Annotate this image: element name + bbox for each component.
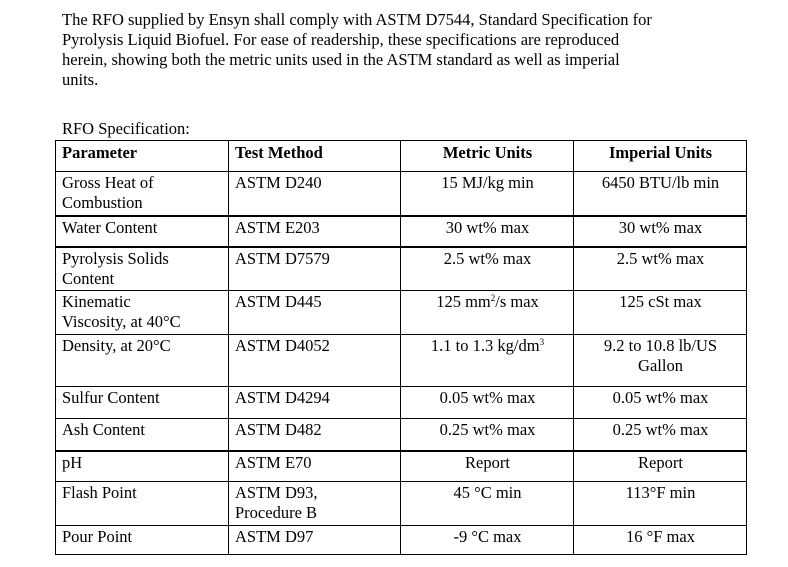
cell-parameter (56, 247, 229, 291)
superscript: 2 (490, 293, 496, 303)
cell-metric (401, 335, 574, 387)
table-row (56, 247, 747, 291)
header-parameter: Parameter (56, 141, 229, 172)
cell-line: Pyrolysis Solids (62, 248, 169, 268)
cell-method (229, 482, 401, 526)
cell-metric: 45 °C min (401, 482, 574, 526)
cell-imperial: 6450 BTU/lb min (574, 172, 747, 216)
cell-line: Content (62, 268, 115, 288)
cell-metric: Report (401, 451, 574, 482)
cell-imperial (574, 335, 747, 387)
table-row (56, 335, 747, 387)
cell-line: Gallon (638, 356, 683, 375)
cell-line: ASTM D93, (235, 483, 318, 502)
rfo-specification-table (55, 140, 747, 555)
cell-imperial: 16 °F max (574, 526, 747, 555)
table-row (56, 482, 747, 526)
header-imperial-units: Imperial Units (574, 141, 747, 172)
cell-line: Viscosity, at 40°C (62, 312, 181, 331)
cell-line: Gross Heat of (62, 173, 154, 192)
cell-method: ASTM D482 (229, 419, 401, 451)
cell-method: ASTM D4052 (229, 335, 401, 387)
cell-method: ASTM D97 (229, 526, 401, 555)
value-text: /s max (495, 292, 539, 311)
cell-imperial: 0.05 wt% max (574, 387, 747, 419)
cell-parameter: pH (56, 451, 229, 482)
cell-method: ASTM D7579 (229, 247, 401, 291)
cell-metric: -9 °C max (401, 526, 574, 555)
cell-parameter: Flash Point (56, 482, 229, 526)
cell-parameter: Sulfur Content (56, 387, 229, 419)
cell-imperial: 0.25 wt% max (574, 419, 747, 451)
header-test-method: Test Method (229, 141, 401, 172)
cell-metric (401, 291, 574, 335)
cell-method: ASTM E70 (229, 451, 401, 482)
table-row (56, 216, 747, 247)
superscript: 3 (539, 337, 545, 347)
table-row (56, 172, 747, 216)
cell-parameter: Water Content (56, 216, 229, 247)
cell-line: Combustion (62, 193, 143, 212)
cell-line: 9.2 to 10.8 lb/US (603, 336, 718, 355)
cell-metric: 0.05 wt% max (401, 387, 574, 419)
cell-imperial: 30 wt% max (574, 216, 747, 247)
intro-line: units. (62, 70, 99, 89)
intro-paragraph (62, 10, 762, 90)
intro-line: herein, showing both the metric units used in the ASTM standard as well as imperial (62, 50, 620, 69)
table-row (56, 387, 747, 419)
cell-metric: 2.5 wt% max (401, 247, 574, 291)
cell-parameter: Density, at 20°C (56, 335, 229, 387)
cell-imperial: 113°F min (574, 482, 747, 526)
table-row (56, 419, 747, 451)
table-header-row (56, 141, 747, 172)
cell-imperial: 2.5 wt% max (574, 247, 747, 291)
intro-line: Pyrolysis Liquid Biofuel. For ease of readership, these specifications are reproduced (62, 30, 620, 49)
cell-method: ASTM D445 (229, 291, 401, 335)
header-metric-units: Metric Units (401, 141, 574, 172)
table-caption: RFO Specification: (62, 119, 190, 138)
cell-imperial: 125 cSt max (574, 291, 747, 335)
cell-parameter (56, 172, 229, 216)
cell-parameter (56, 291, 229, 335)
cell-imperial: Report (574, 451, 747, 482)
intro-line: The RFO supplied by Ensyn shall comply with ASTM D7544, Standard Specification for (62, 10, 652, 29)
cell-line: Procedure B (235, 503, 318, 522)
value-text: 125 mm (436, 292, 491, 311)
value-text: 1.1 to 1.3 kg/dm (430, 336, 540, 355)
cell-line: Kinematic (62, 292, 131, 311)
table-row (56, 291, 747, 335)
cell-metric: 15 MJ/kg min (401, 172, 574, 216)
table-row (56, 526, 747, 555)
cell-method: ASTM E203 (229, 216, 401, 247)
table-row (56, 451, 747, 482)
cell-method: ASTM D240 (229, 172, 401, 216)
cell-parameter: Ash Content (56, 419, 229, 451)
cell-metric: 0.25 wt% max (401, 419, 574, 451)
cell-metric: 30 wt% max (401, 216, 574, 247)
cell-method: ASTM D4294 (229, 387, 401, 419)
cell-parameter: Pour Point (56, 526, 229, 555)
